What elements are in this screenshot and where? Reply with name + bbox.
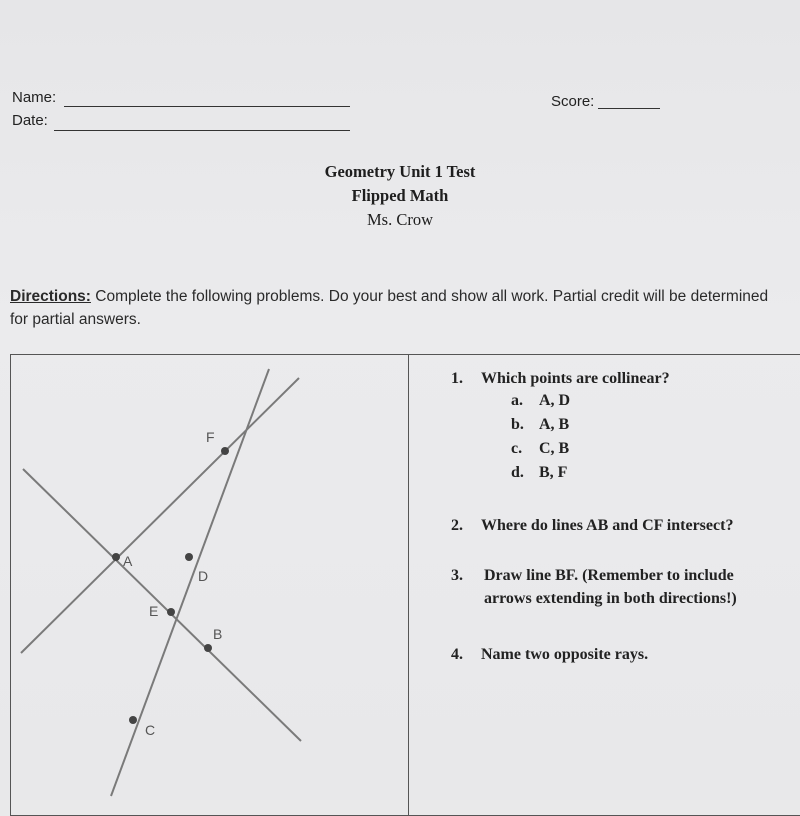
- test-title: Geometry Unit 1 Test: [324, 162, 476, 181]
- label-f: F: [206, 429, 215, 445]
- directions-label: Directions:: [10, 288, 91, 305]
- point-a: [112, 553, 120, 561]
- name-label: Name:: [12, 89, 57, 106]
- q1-option-c[interactable]: c. C, B: [511, 440, 570, 457]
- question-3: 3. Draw line BF. (Remember to include arrows extending in both directions!): [451, 567, 737, 607]
- teacher-name: Ms. Crow: [366, 210, 433, 229]
- label-d: D: [198, 568, 209, 584]
- label-e: E: [149, 603, 159, 619]
- point-b: [204, 644, 212, 652]
- point-e: [167, 608, 175, 616]
- q1-option-b[interactable]: b. A, B: [511, 416, 570, 433]
- geometry-diagram: [11, 1, 408, 738]
- label-b: B: [213, 626, 223, 642]
- line-af: [21, 378, 299, 653]
- q1-option-a[interactable]: a. A, D: [511, 392, 571, 409]
- diagram-box: [10, 354, 408, 816]
- point-f: [221, 447, 229, 455]
- questions-box: [408, 354, 800, 816]
- label-a: A: [123, 553, 133, 569]
- question-1: 1. Which points are collinear?: [451, 370, 670, 387]
- directions-text: Complete the following problems. Do your best and show all work. Partial credit will be determined for partial answers.: [10, 288, 769, 328]
- line-cf: [111, 369, 269, 796]
- score-line[interactable]: [598, 108, 660, 109]
- point-c: [129, 716, 137, 724]
- date-label: Date:: [12, 112, 48, 129]
- question-2: 2. Where do lines AB and CF intersect?: [451, 517, 734, 534]
- point-d: [185, 553, 193, 561]
- test-subtitle: Flipped Math: [351, 186, 449, 205]
- score-label: Score:: [551, 93, 595, 110]
- label-c: C: [145, 722, 156, 738]
- q1-option-d[interactable]: d. B, F: [511, 464, 568, 481]
- line-ab: [23, 469, 301, 741]
- question-4: 4. Name two opposite rays.: [451, 646, 649, 663]
